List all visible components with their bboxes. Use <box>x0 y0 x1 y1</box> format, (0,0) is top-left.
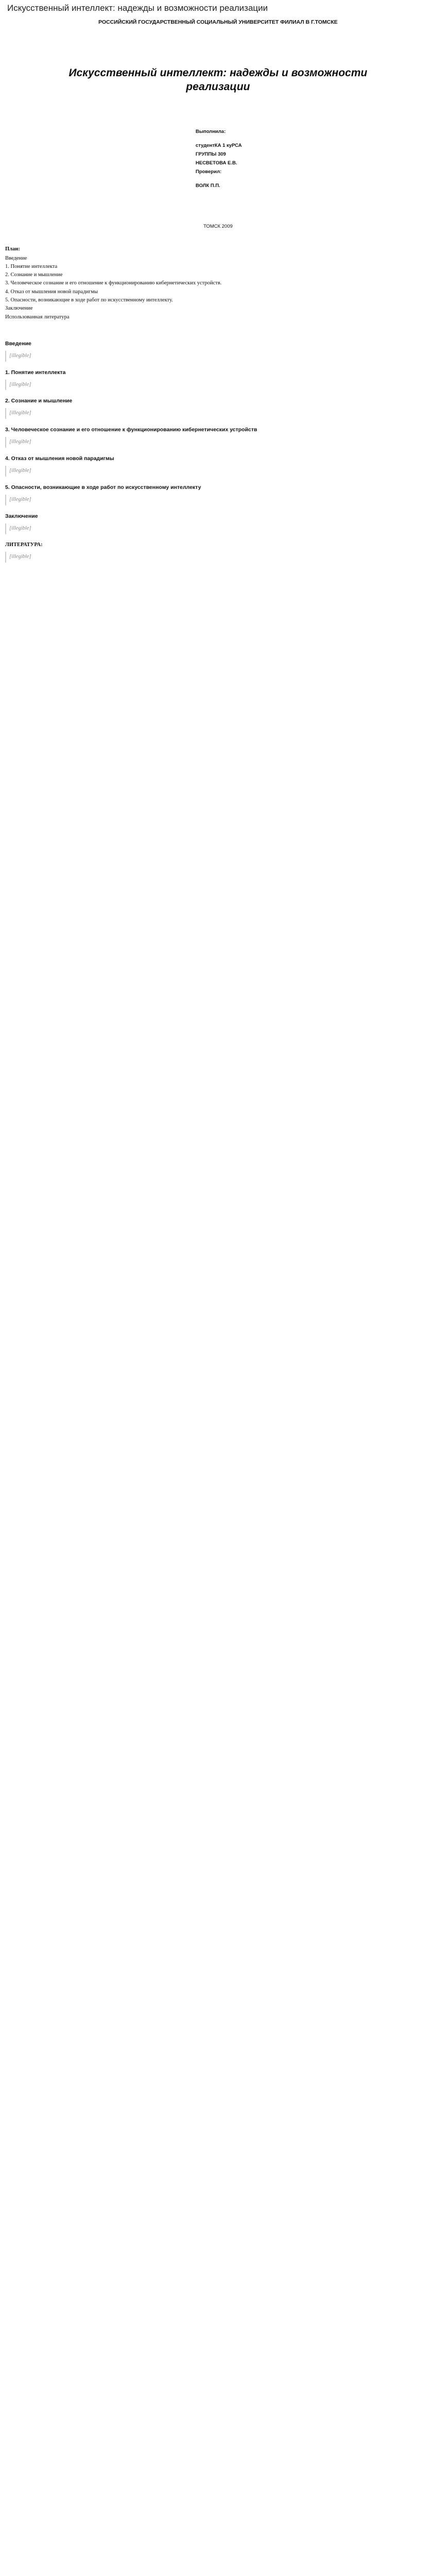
plan-item: Использованная литература <box>5 314 69 320</box>
illegible-placeholder: [illegible] <box>5 380 431 391</box>
plan-item: 4. Отказ от мышления новой парадигмы <box>5 289 98 295</box>
plan-list <box>5 255 431 321</box>
section-heading: 2. Сознание и мышление <box>5 398 73 404</box>
plan-item: 1. Понятие интеллекта <box>5 263 58 269</box>
plan-item: 2. Сознание и мышление <box>5 272 63 278</box>
illegible-placeholder: [illegible] <box>5 408 431 419</box>
essay-body <box>5 340 431 534</box>
section-heading: 5. Опасности, возникающие в ходе работ по искусственному интеллекту <box>5 484 201 490</box>
essay-title: Искусственный интеллект: надежды и возможности реализации <box>68 67 368 93</box>
plan-heading: План: <box>5 246 20 252</box>
plan-item: 5. Опасности, возникающие в ходе работ по искусственному интеллекту. <box>5 297 173 303</box>
done-label: Выполнила: <box>196 128 226 134</box>
plan-item: Введение <box>5 255 27 261</box>
section-heading: 1. Понятие интеллекта <box>5 369 66 376</box>
illegible-placeholder: [illegible] <box>5 523 431 534</box>
reviewer-name: ВОЛК П.П. <box>196 183 220 189</box>
section-heading: Введение <box>5 340 31 347</box>
student-group: ГРУППЫ 309 <box>196 151 226 157</box>
section-heading: 3. Человеческое сознание и его отношение к функционированию кибернетических устройств <box>5 427 257 433</box>
checked-label: Проверил: <box>196 169 222 175</box>
plan-item: 3. Человеческое сознание и его отношение к функционированию кибернетических устройств. <box>5 280 222 286</box>
page-title: Искусственный интеллект: надежды и возможности реализации <box>7 3 268 13</box>
city-year: ТОМСК 2009 <box>203 224 233 230</box>
section-heading: 4. Отказ от мышления новой парадигмы <box>5 455 114 462</box>
illegible-placeholder: [illegible] <box>5 466 431 477</box>
references-heading: ЛИТЕРАТУРА: <box>5 541 43 548</box>
illegible-placeholder: [illegible] <box>5 437 431 448</box>
references-list <box>5 552 431 563</box>
illegible-placeholder: [illegible] <box>5 495 431 505</box>
plan-item: Заключение <box>5 306 33 312</box>
student-course: студентКА 1 куРСА <box>196 142 242 148</box>
author-name: НЕСВЕТОВА Е.В. <box>196 160 237 166</box>
section-heading: Заключение <box>5 513 38 519</box>
plan-block <box>5 246 431 321</box>
references-block <box>5 541 431 563</box>
illegible-placeholder: [illegible] <box>5 351 431 362</box>
university-name: РОССИЙСКИЙ ГОСУДАРСТВЕННЫЙ СОЦИАЛЬНЫЙ УНИВЕРСИТЕТ ФИЛИАЛ В Г.ТОМСКЕ <box>98 19 338 26</box>
illegible-placeholder: [illegible] <box>5 552 431 563</box>
signoff-block <box>196 127 431 191</box>
